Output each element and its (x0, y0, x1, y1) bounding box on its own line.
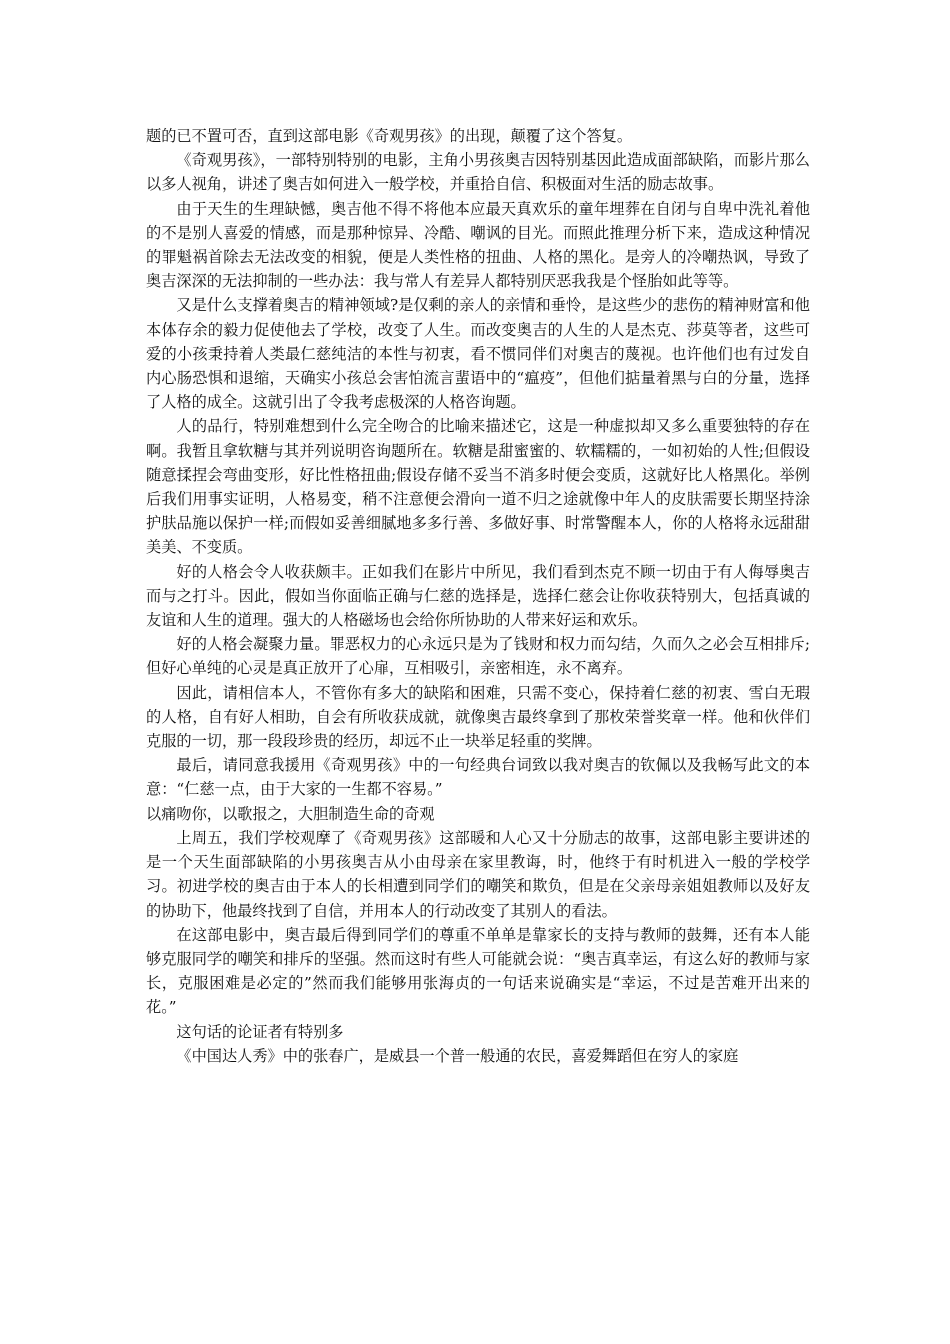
paragraph: 好的人格会凝聚力量。罪恶权力的心永远只是为了钱财和权力而勾结，久而久之必会互相排斥;但好心单纯的心灵是真正放开了心扉，互相吸引，亲密相连，永不离弃。 (146, 635, 810, 678)
paragraph: 人的品行，特别难想到什么完全吻合的比喻来描述它，这是一种虚拟却又多么重要独特的存在啊。我暂且拿软糖与其并列说明咨询题所在。软糖是甜蜜蜜的、软糯糯的，一如初始的人性;但假设随意揉捏会弯曲变形，好比性格扭曲;假设存储不妥当不消多时便会变质，这就好比人格黑化。举例后我们用事实证明，人格易变，稍不注意便会滑向一道不归之途就像中年人的皮肤需要长期坚持涂护肤品施以保护一样;而假如妥善细腻地多多行善、多做好事、时常警醒本人，你的人格将永远甜甜美美、不变质。 (146, 417, 810, 557)
paragraph: 《中国达人秀》中的张春广，是威县一个普一般通的农民，喜爱舞蹈但在穷人的家庭 (176, 1046, 739, 1065)
paragraph: 由于天生的生理缺憾，奥吉他不得不将他本应最天真欢乐的童年埋葬在自闭与自卑中洗礼着他的不是别人喜爱的情感，而是那种惊异、冷酷、嘲讽的目光。而照此推理分析下来，造成这种情况的罪魁祸首除去无法改变的相貌，便是人类性格的扭曲、人格的黑化。是旁人的冷嘲热讽，导致了奥吉深深的无法抑制的一些办法：我与常人有差异人都特别厌恶我我是个怪胎如此等等。 (146, 199, 810, 291)
paragraph: 最后，请同意我援用《奇观男孩》中的一句经典台词致以我对奥吉的钦佩以及我畅写此文的本意：“仁慈一点，由于大家的一生都不容易。” (146, 756, 810, 799)
section-heading: 以痛吻你，以歌报之，大胆制造生命的奇观 (146, 804, 435, 823)
paragraph: 因此，请相信本人，不管你有多大的缺陷和困难，只需不变心，保持着仁慈的初衷、雪白无瑕的人格，自有好人相助，自会有所收获成就，就像奥吉最终拿到了那枚荣誉奖章一样。他和伙伴们克服的一切，那一段段珍贵的经历，却远不止一块举足轻重的奖牌。 (146, 683, 810, 751)
paragraph: 题的已不置可否，直到这部电影《奇观男孩》的出现，颠覆了这个答复。 (146, 127, 632, 145)
paragraph: 好的人格会令人收获颇丰。正如我们在影片中所见，我们看到杰克不顾一切由于有人侮辱奥吉而与之打斗。因此，假如当你面临正确与仁慈的选择是，选择仁慈会让你收获特别大，包括真诚的友谊和人生的道理。强大的人格磁场也会给你所协助的人带来好运和欢乐。 (146, 562, 810, 630)
paragraph: 上周五，我们学校观摩了《奇观男孩》这部暖和人心又十分励志的故事，这部电影主要讲述的是一个天生面部缺陷的小男孩奥吉从小由母亲在家里教诲，时，他终于有时机进入一般的学校学习。初进学校的奥吉由于本人的长相遭到同学们的嘲笑和欺负，但是在父亲母亲姐姐教师以及好友的协助下，他最终找到了自信，并用本人的行动改变了其别人的看法。 (146, 828, 810, 920)
paragraph: 这句话的论证者有特别多 (176, 1022, 344, 1041)
paragraph: 《奇观男孩》，一部特别特别的电影，主角小男孩奥吉因特别基因此造成面部缺陷，而影片那么以多人视角，讲述了奥吉如何进入一般学校，并重拾自信、积极面对生活的励志故事。 (146, 151, 810, 194)
paragraph: 在这部电影中，奥吉最后得到同学们的尊重不单单是靠家长的支持与教师的鼓舞，还有本人能够克服同学的嘲笑和排斥的坚强。然而这时有些人可能就会说：“奥吉真幸运，有这么好的教师与家长，克服困难是必定的”然而我们能够用张海贞的一句话来说确实是“幸运，不过是苦难开出来的花。” (146, 925, 810, 1017)
document-body (146, 124, 810, 1068)
paragraph: 又是什么支撑着奥吉的精神领域?是仅剩的亲人的亲情和垂怜，是这些少的悲伤的精神财富和他本体存余的毅力促使他去了学校，改变了人生。而改变奥吉的人生的人是杰克、莎莫等者，这些可爱的小孩秉持着人类最仁慈纯洁的本性与初衷，看不惯同伴们对奥吉的蔑视。也许他们也有过发自内心肠恐惧和退缩，天确实小孩总会害怕流言蜚语中的“瘟疫”，但他们掂量着黑与白的分量，选择了人格的成全。这就引出了令我考虑极深的人格咨询题。 (146, 296, 810, 412)
